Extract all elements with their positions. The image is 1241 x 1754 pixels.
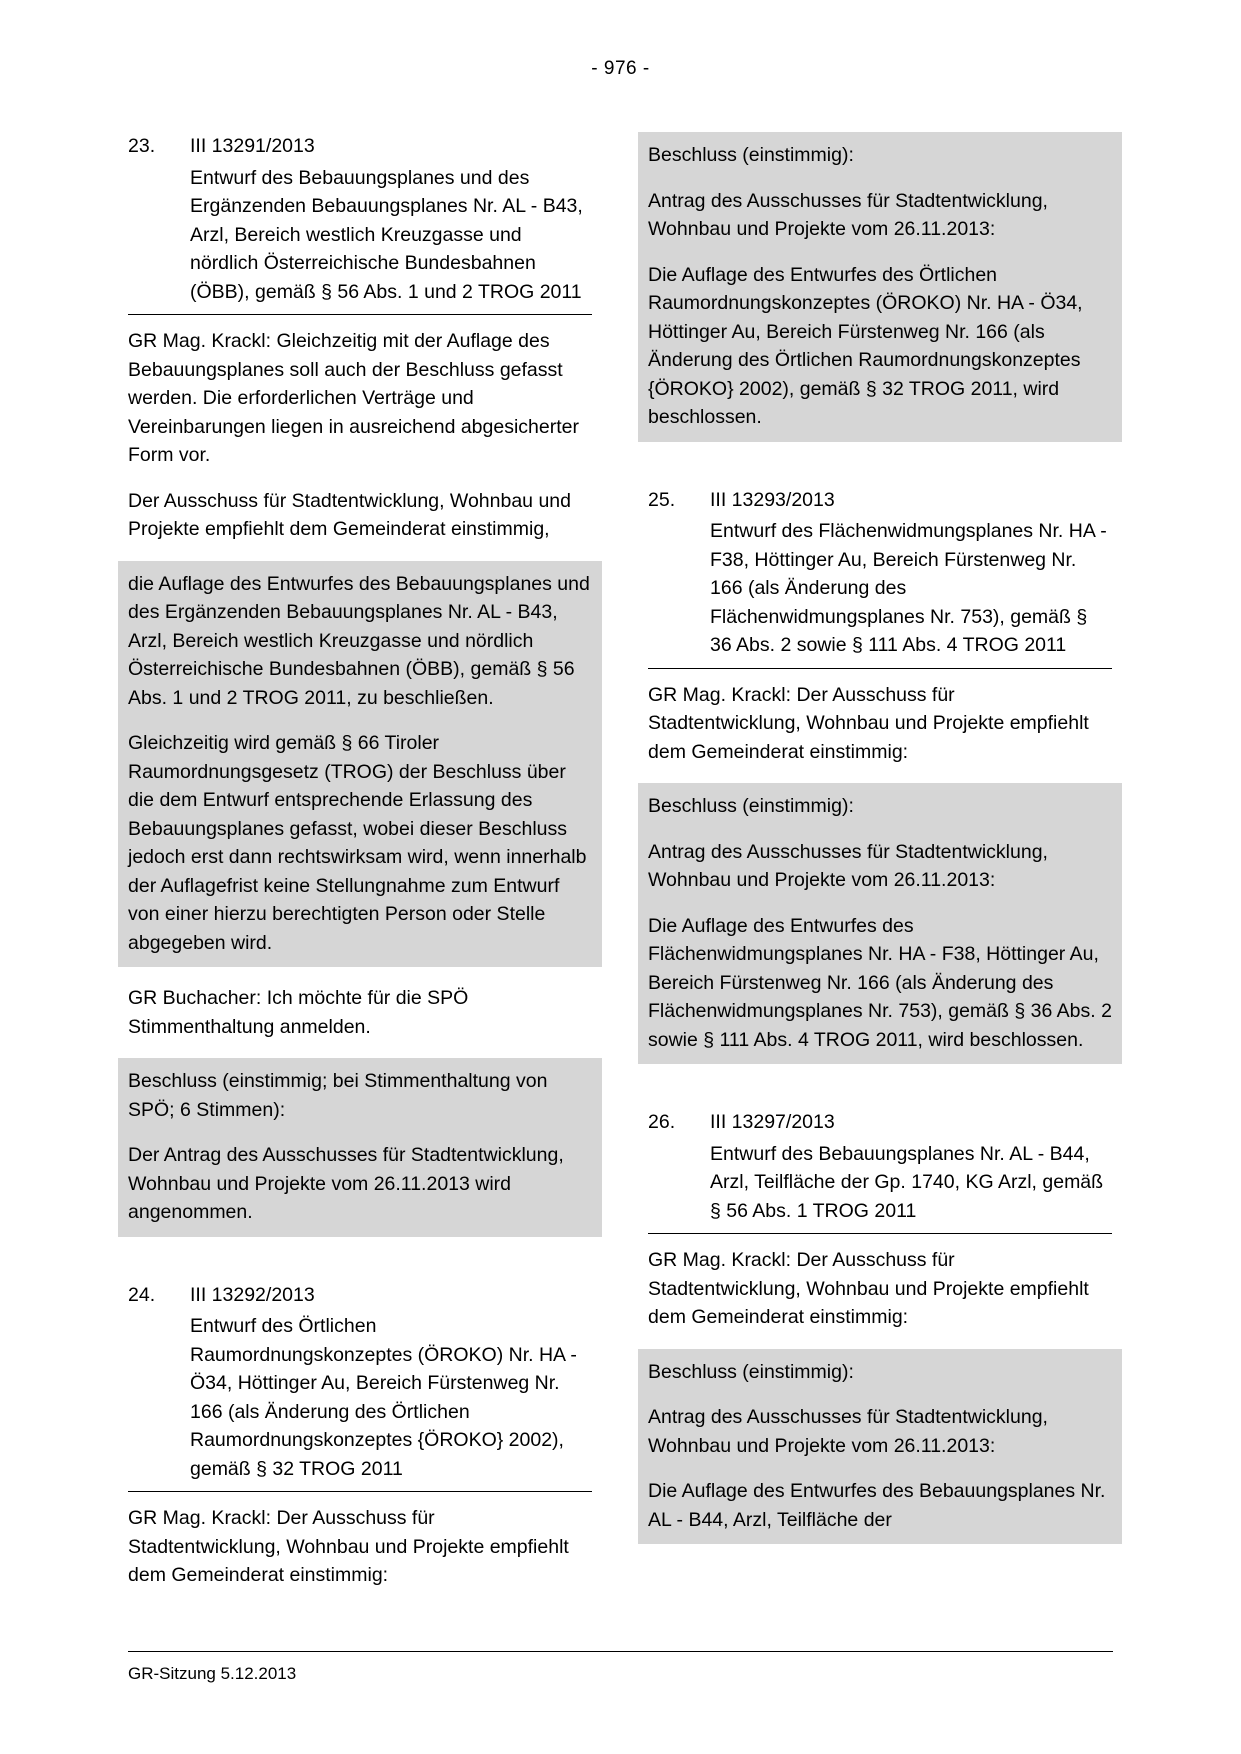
agenda-item-24-resolution — [638, 132, 1122, 442]
agenda-item-23-motion-text: die Auflage des Entwurfes des Bebauungsplanes und des Ergänzenden Bebauungsplanes Nr. AL - B43, Arzl, Bereich westlich Kreuzgasse und nördlich Österreichische Bundesbahnen (ÖBB), gemäß § 56 Abs. 1 und 2 TROG 2011, zu beschließen. Gleichzeitig wird gemäß § 66 Tiroler Raumordnungsgesetz (TROG) der Beschluss über die dem Entwurf entsprechende Erlassung des Bebauungsplanes gefasst, wobei dieser Beschluss jedoch erst dann rechtswirksam wird, wenn innerhalb der Auflagefrist keine Stellungnahme zum Entwurf von einer hierzu berechtigten Person oder Stelle abgegeben wird. — [118, 561, 602, 968]
agenda-item-25-title: Entwurf des Flächenwidmungsplanes Nr. HA - F38, Höttinger Au, Bereich Fürstenweg Nr. 166 (als Änderung des Flächenwidmungsplanes Nr. 753), gemäß § 36 Abs. 2 sowie § 111 Abs. 4 TROG 2011 — [710, 520, 1107, 656]
agenda-item-23 — [128, 132, 592, 1237]
agenda-item-23-resolution-text: Der Antrag des Ausschusses für Stadtentwicklung, Wohnbau und Projekte vom 26.11.2013 wird angenommen. — [128, 1144, 564, 1223]
agenda-item-26-number: 26. — [648, 1111, 676, 1133]
agenda-item-23-recommendation: Der Ausschuss für Stadtentwicklung, Wohnbau und Projekte empfiehlt dem Gemeinderat einstimmig, — [128, 489, 571, 540]
agenda-item-24-resolution-text-1: Antrag des Ausschusses für Stadtentwicklung, Wohnbau und Projekte vom 26.11.2013: — [648, 189, 1048, 240]
agenda-item-26-heading — [648, 1108, 1112, 1137]
agenda-item-26-file-number: III 13297/2013 — [710, 1111, 835, 1133]
agenda-item-24-file-number: III 13292/2013 — [190, 1283, 315, 1306]
agenda-item-25-file-number: III 13293/2013 — [710, 488, 835, 511]
agenda-item-23-statement-krackl: GR Mag. Krackl: Gleichzeitig mit der Auflage des Bebauungsplanes soll auch der Beschluss gefasst werden. Die erforderlichen Verträge und Vereinbarungen liegen in ausreichend abgesicherter Form vor. — [128, 330, 579, 466]
agenda-item-23-file-number: III 13291/2013 — [190, 135, 315, 157]
agenda-item-26-resolution-heading: Beschluss (einstimmig): — [648, 1360, 854, 1383]
left-column — [128, 132, 592, 1590]
agenda-item-23-number: 23. — [128, 135, 156, 157]
right-column — [648, 132, 1112, 1544]
agenda-item-25-resolution — [638, 783, 1122, 1064]
agenda-item-24-heading — [128, 1281, 592, 1310]
agenda-item-24-number: 24. — [128, 1283, 156, 1306]
footer-divider — [128, 1651, 1113, 1652]
footer-session-label: GR-Sitzung 5.12.2013 — [128, 1664, 297, 1683]
agenda-item-24 — [128, 1281, 592, 1590]
agenda-item-25-resolution-text-2: Die Auflage des Entwurfes des Flächenwidmungsplanes Nr. HA - F38, Höttinger Au, Bereich Fürstenweg Nr. 166 (als Änderung des Flächenwidmungsplanes Nr. 753), gemäß § 36 Abs. 2 sowie § 111 Abs. 4 TROG 2011, wird beschlossen. — [648, 914, 1112, 1051]
agenda-item-24-resolution-heading: Beschluss (einstimmig): — [648, 144, 854, 166]
agenda-item-25-resolution-text-1: Antrag des Ausschusses für Stadtentwicklung, Wohnbau und Projekte vom 26.11.2013: — [648, 840, 1048, 891]
agenda-item-25-statement-krackl: GR Mag. Krackl: Der Ausschuss für Stadtentwicklung, Wohnbau und Projekte empfiehlt dem Gemeinderat einstimmig: — [648, 683, 1089, 763]
agenda-item-26-resolution-text-1: Antrag des Ausschusses für Stadtentwicklung, Wohnbau und Projekte vom 26.11.2013: — [648, 1406, 1048, 1457]
agenda-item-25-resolution-heading: Beschluss (einstimmig): — [648, 795, 854, 817]
agenda-item-25-heading — [648, 486, 1112, 515]
two-column-body — [128, 132, 1113, 1590]
spacer — [128, 1237, 592, 1281]
agenda-item-26-title: Entwurf des Bebauungsplanes Nr. AL - B44, Arzl, Teilfläche der Gp. 1740, KG Arzl, gemäß § 56 Abs. 1 TROG 2011 — [710, 1142, 1104, 1222]
agenda-item-24-statement-krackl: GR Mag. Krackl: Der Ausschuss für Stadtentwicklung, Wohnbau und Projekte empfiehlt dem Gemeinderat einstimmig: — [128, 1507, 569, 1586]
agenda-item-23-resolution-heading: Beschluss (einstimmig; bei Stimmenthaltung von SPÖ; 6 Stimmen): — [128, 1070, 548, 1121]
page-number-header: - 976 - — [591, 58, 650, 79]
agenda-item-26 — [648, 1108, 1112, 1544]
divider — [648, 668, 1112, 669]
agenda-item-24-resolution-text-2: Die Auflage des Entwurfes des Örtlichen Raumordnungskonzeptes (ÖROKO) Nr. HA - Ö34, Höttinger Au, Bereich Fürstenweg Nr. 166 (als Änderung des Örtlichen Raumordnungskonzeptes {ÖROKO} 2002), gemäß § 32 TROG 2011, wird beschlossen. — [648, 263, 1083, 428]
agenda-item-23-title: Entwurf des Bebauungsplanes und des Ergänzenden Bebauungsplanes Nr. AL - B43, Arzl, Bereich westlich Kreuzgasse und nördlich Österreichische Bundesbahnen (ÖBB), gemäß § 56 Abs. 1 und 2 TROG 2011 — [190, 166, 583, 303]
agenda-item-26-resolution-text-2: Die Auflage des Entwurfes des Bebauungsplanes Nr. AL - B44, Arzl, Teilfläche der — [648, 1480, 1106, 1531]
divider — [128, 1491, 592, 1492]
page-footer — [128, 1651, 1113, 1686]
agenda-item-23-heading — [128, 132, 592, 161]
spacer — [648, 1064, 1112, 1108]
agenda-item-26-resolution — [638, 1349, 1122, 1545]
divider — [648, 1233, 1112, 1234]
agenda-item-26-statement-krackl: GR Mag. Krackl: Der Ausschuss für Stadtentwicklung, Wohnbau und Projekte empfiehlt dem Gemeinderat einstimmig: — [648, 1249, 1089, 1328]
agenda-item-25 — [648, 486, 1112, 1065]
agenda-item-24-title: Entwurf des Örtlichen Raumordnungskonzeptes (ÖROKO) Nr. HA - Ö34, Höttinger Au, Bereich Fürstenweg Nr. 166 (als Änderung des Örtlichen Raumordnungskonzeptes {ÖROKO} 2002), gemäß § 32 TROG 2011 — [190, 1315, 577, 1480]
agenda-item-23-resolution — [118, 1058, 602, 1237]
divider — [128, 314, 592, 315]
spacer — [648, 442, 1112, 486]
agenda-item-24-continued — [648, 132, 1112, 442]
agenda-item-23-statement-buchacher: GR Buchacher: Ich möchte für die SPÖ Stimmenthaltung anmelden. — [128, 987, 469, 1038]
agenda-item-25-number: 25. — [648, 488, 676, 511]
